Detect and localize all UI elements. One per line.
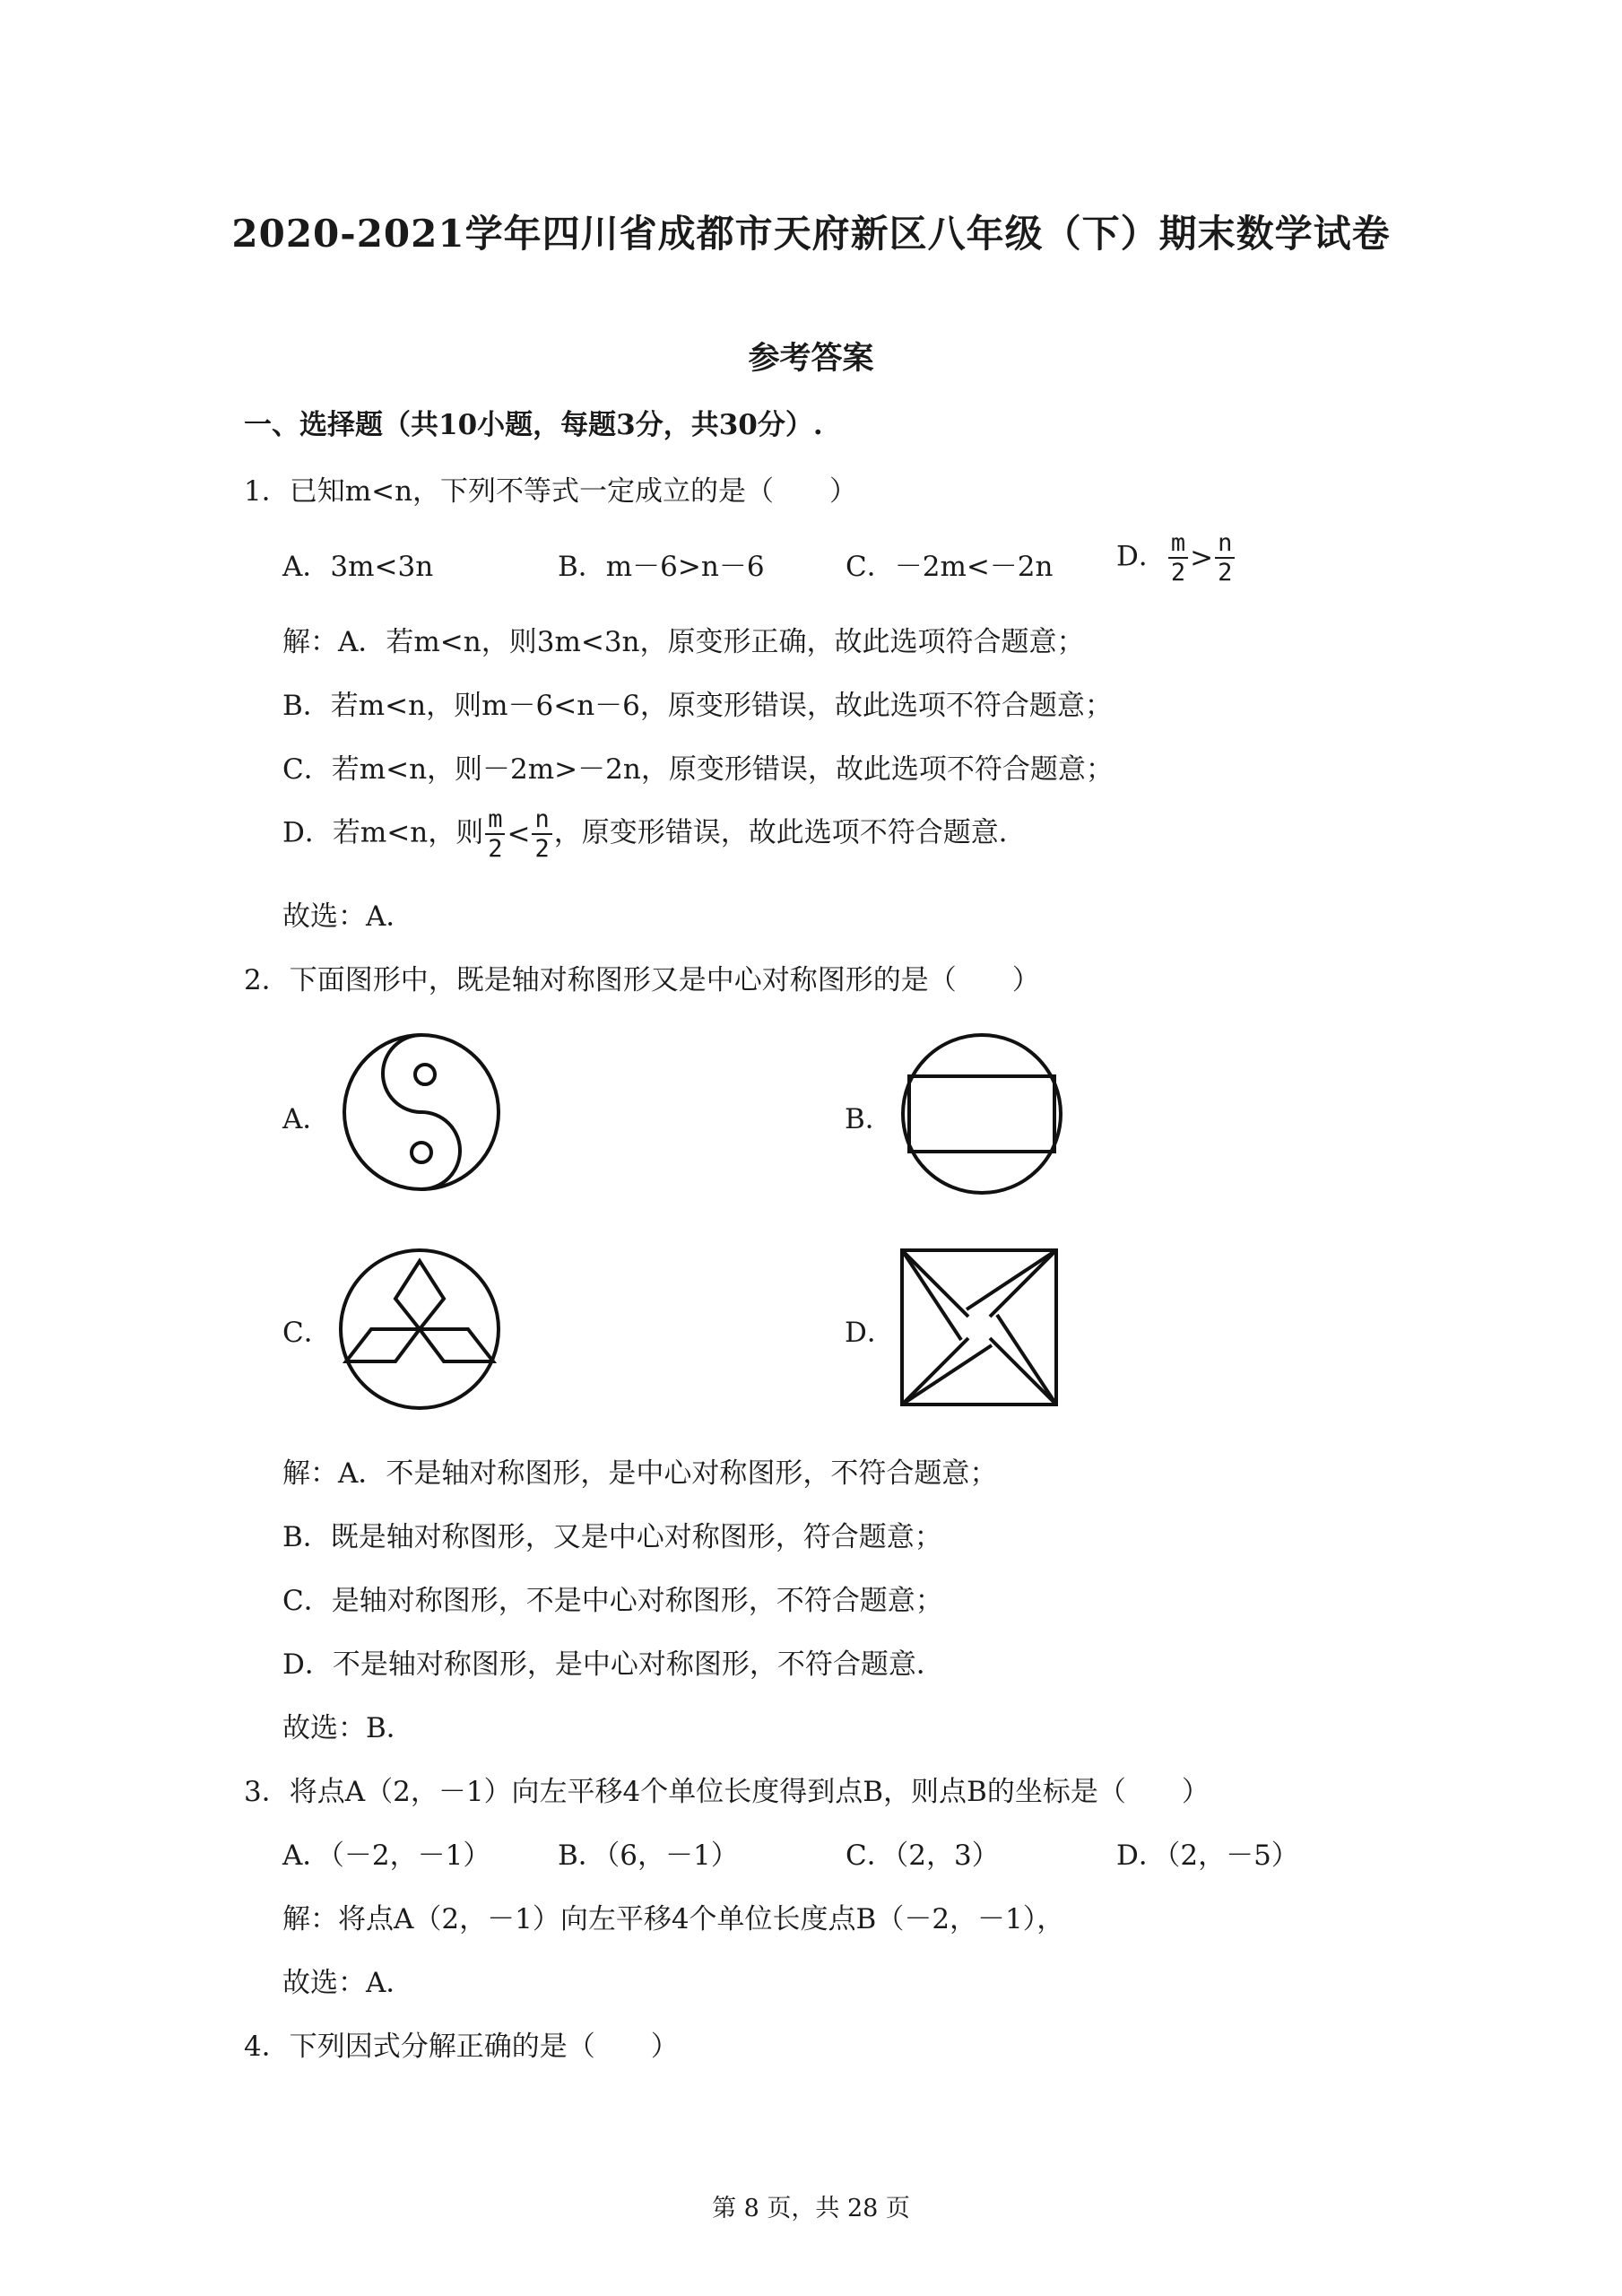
q2-option-b-label: B． [845,1103,893,1135]
question-2-stem: 2．下面图形中，既是轴对称图形又是中心对称图形的是（ ） [244,964,1040,996]
page-footer: 第 8 页，共 28 页 [712,2195,910,2222]
fraction-n-over-2: $\frac{n}{2}$ [1215,531,1235,585]
q2-solution-a: 解：A．不是轴对称图形，是中心对称图形，不符合题意； [282,1457,998,1490]
q3-option-c: C．（2，3） [846,1839,1000,1872]
q2-solution-d: D．不是轴对称图形，是中心对称图形，不符合题意． [282,1648,944,1681]
yin-yang-figure [341,1031,502,1193]
fraction-m-over-2: $\frac{m}{2}$ [1168,531,1188,585]
q1-option-b: B．m－6>n－6 [558,551,765,583]
q1-solution-d-suffix: ，原变形错误，故此选项不符合题意． [553,816,1027,849]
page-title: 2020-2021学年四川省成都市天府新区八年级（下）期末数学试卷 [231,212,1391,256]
fraction-n-over-2: $\frac{n}{2}$ [532,807,551,861]
q1-option-a: A．3m<3n [282,551,434,583]
q1-solution-b: B．若m<n，则m－6<n－6，原变形错误，故此选项不符合题意； [282,690,1113,722]
comparison-sign: > [1190,542,1214,574]
q3-answer: 故选：A． [282,1967,414,1999]
question-1-stem: 1．已知m<n，下列不等式一定成立的是（ ） [244,475,858,508]
q2-option-c-label: C． [282,1317,332,1349]
q1-option-c: C．－2m<－2n [846,551,1054,583]
answer-key-heading: 参考答案 [748,340,874,377]
q1-solution-c: C．若m<n，则－2m>－2n，原变形错误，故此选项不符合题意； [282,753,1114,786]
q2-solution-b: B．既是轴对称图形，又是中心对称图形，符合题意； [282,1521,942,1553]
q2-solution-c: C．是轴对称图形，不是中心对称图形，不符合题意； [282,1585,943,1617]
question-3-stem: 3．将点A（2，－1）向左平移4个单位长度得到点B，则点B的坐标是（ ） [244,1776,1210,1808]
q3-option-b: B．（6，－1） [558,1839,739,1872]
q1-solution-d [282,807,1027,861]
q1-option-d-prefix: D． [1116,540,1167,573]
q2-option-d-label: D． [845,1317,895,1349]
q3-option-a: A．（－2，－1） [282,1839,491,1872]
circle-with-three-rhombi-figure [337,1247,502,1412]
q1-option-d [1116,531,1236,585]
q1-solution-d-prefix: D．若m<n，则 [282,816,484,849]
q2-option-a-label: A． [282,1103,331,1135]
q3-option-d: D．（2，－5） [1116,1839,1299,1872]
fraction-m-over-2: $\frac{m}{2}$ [485,807,505,861]
q2-answer: 故选：B． [282,1712,414,1744]
question-4-stem: 4．下列因式分解正确的是（ ） [244,2031,679,2063]
square-pinwheel-figure [900,1248,1058,1406]
q3-solution: 解：将点A（2，－1）向左平移4个单位长度点B（－2，－1）， [282,1903,1065,1935]
q1-answer: 故选：A． [282,900,414,933]
comparison-sign: < [507,818,531,850]
q1-solution-a: 解：A．若m<n，则3m<3n，原变形正确，故此选项符合题意； [282,626,1085,658]
section-heading: 一、选择题（共10小题，每题3分，共30分）. [244,409,823,441]
circle-with-rectangle-figure [899,1031,1064,1196]
